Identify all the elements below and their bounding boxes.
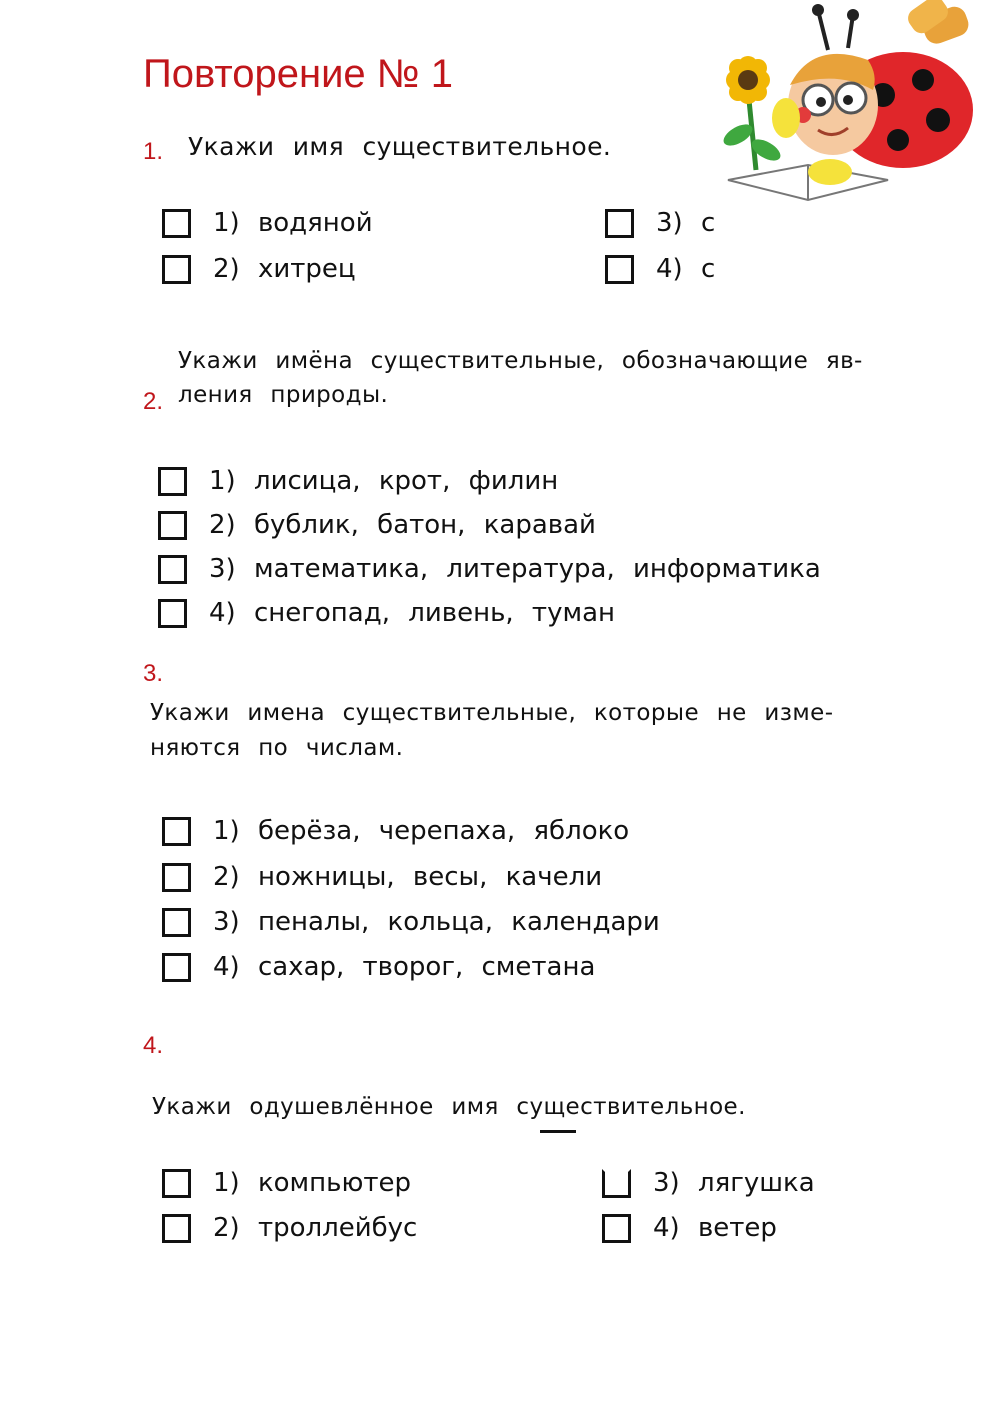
checkbox[interactable] bbox=[158, 599, 187, 628]
question-4-option-2[interactable] bbox=[162, 1209, 417, 1247]
question-4-number: 4. bbox=[143, 1032, 164, 1059]
checkbox[interactable] bbox=[162, 1169, 191, 1198]
question-1-number: 1. bbox=[143, 138, 164, 165]
option-label: 1) берёза, черепаха, яблоко bbox=[213, 816, 630, 846]
checkbox[interactable] bbox=[162, 209, 191, 238]
option-label: 2) хитрец bbox=[213, 254, 356, 284]
option-label: 1) водяной bbox=[213, 208, 373, 238]
question-1-option-1[interactable] bbox=[162, 204, 373, 242]
option-label: 3) математика, литература, информатика bbox=[209, 554, 821, 584]
question-1-text: Укажи имя существительное. bbox=[188, 132, 612, 161]
option-label: 3) пеналы, кольца, календари bbox=[213, 907, 660, 937]
checkbox[interactable] bbox=[162, 953, 191, 982]
option-label: 1) лисица, крот, филин bbox=[209, 466, 559, 496]
checkbox[interactable] bbox=[602, 1214, 631, 1243]
question-2-option-1[interactable] bbox=[158, 462, 558, 500]
question-1-option-4[interactable] bbox=[605, 250, 715, 288]
question-2-number: 2. bbox=[143, 388, 164, 415]
option-label: 4) сахар, творог, сметана bbox=[213, 952, 596, 982]
checkbox[interactable] bbox=[162, 908, 191, 937]
question-1-option-2[interactable] bbox=[162, 250, 356, 288]
checkbox[interactable] bbox=[158, 555, 187, 584]
checkbox[interactable] bbox=[162, 1214, 191, 1243]
question-2-text-line-1: Укажи имёна существительные, обозначающие яв- bbox=[178, 348, 863, 374]
option-label: 1) компьютер bbox=[213, 1168, 412, 1198]
checkbox[interactable] bbox=[158, 511, 187, 540]
question-2-option-3[interactable] bbox=[158, 550, 821, 588]
option-label: 3) лягушка bbox=[653, 1168, 815, 1198]
question-3-text-line-2: няются по числам. bbox=[150, 735, 404, 761]
question-4-option-1[interactable] bbox=[162, 1164, 411, 1202]
option-label: 2) ножницы, весы, качели bbox=[213, 862, 603, 892]
option-label: 2) бублик, батон, каравай bbox=[209, 510, 596, 540]
checkbox[interactable] bbox=[162, 863, 191, 892]
checkbox[interactable] bbox=[162, 817, 191, 846]
checkbox[interactable] bbox=[158, 467, 187, 496]
checkbox[interactable] bbox=[162, 255, 191, 284]
page-title: Повторение № 1 bbox=[143, 52, 454, 96]
question-2-text-line-2: ления природы. bbox=[178, 382, 389, 408]
ladybug-reading-book-icon bbox=[718, 0, 978, 220]
question-3-option-2[interactable] bbox=[162, 858, 602, 896]
question-2-option-2[interactable] bbox=[158, 506, 596, 544]
text-underline-mark bbox=[540, 1130, 576, 1133]
question-2-option-4[interactable] bbox=[158, 594, 615, 632]
option-label: 4) с bbox=[656, 254, 716, 284]
question-3-text-line-1: Укажи имена существительные, которые не изме- bbox=[150, 700, 834, 726]
option-label: 4) снегопад, ливень, туман bbox=[209, 598, 616, 628]
question-4-option-4[interactable] bbox=[602, 1209, 777, 1247]
question-3-option-1[interactable] bbox=[162, 812, 629, 850]
question-4-option-3[interactable] bbox=[602, 1164, 815, 1202]
question-3-option-4[interactable] bbox=[162, 948, 595, 986]
question-4-text: Укажи одушевлённое имя существительное. bbox=[152, 1094, 746, 1120]
question-1-option-3[interactable] bbox=[605, 204, 715, 242]
checkbox[interactable] bbox=[605, 209, 634, 238]
question-3-option-3[interactable] bbox=[162, 903, 660, 941]
option-label: 3) с bbox=[656, 208, 716, 238]
question-3-number: 3. bbox=[143, 660, 164, 687]
checkbox[interactable] bbox=[605, 255, 634, 284]
option-label: 4) ветер bbox=[653, 1213, 777, 1243]
checkbox[interactable] bbox=[602, 1169, 631, 1198]
option-label: 2) троллейбус bbox=[213, 1213, 418, 1243]
